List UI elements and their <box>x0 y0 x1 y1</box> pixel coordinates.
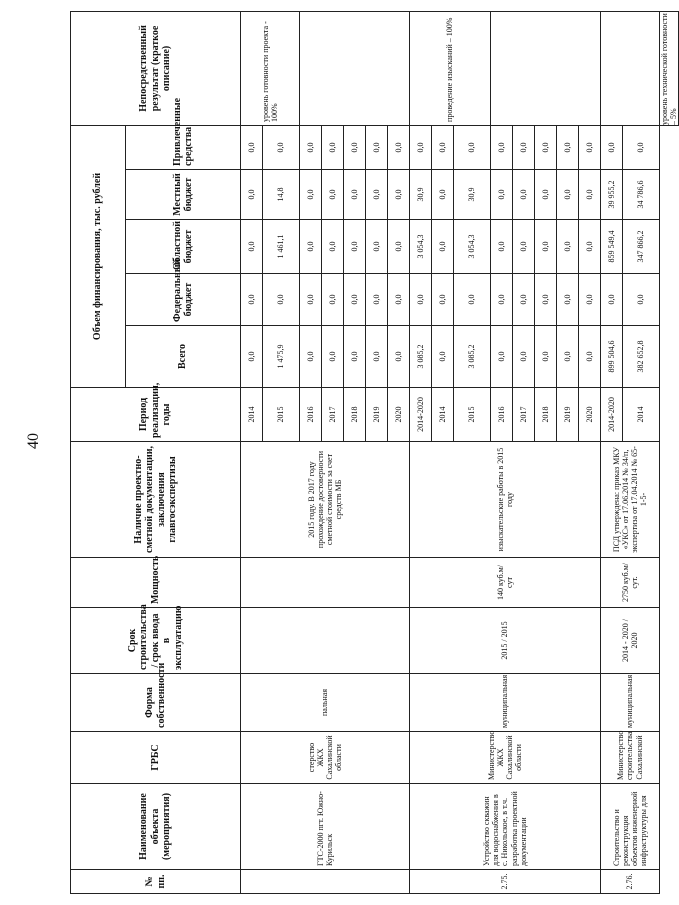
page-number: 40 <box>25 433 42 449</box>
header-ownership: Форма собственности <box>71 674 241 732</box>
cell-attracted: 0,0 <box>300 125 322 169</box>
object-capacity: 140 куб.м/сут <box>410 558 601 608</box>
cell-attracted: 0,0 <box>454 125 491 169</box>
cell-attracted: 0,0 <box>410 125 432 169</box>
table-row <box>601 11 623 893</box>
cell-local: 0,0 <box>491 170 513 220</box>
cell-period: 2014-2020 <box>410 388 432 442</box>
object-name: ГТС-2000 пгт. Южно-Курильск <box>241 784 410 870</box>
cell-regional: 0,0 <box>388 220 410 274</box>
cell-regional: 0,0 <box>241 220 263 274</box>
cell-federal: 0,0 <box>300 274 322 326</box>
cell-total: 0,0 <box>491 326 513 388</box>
cell-regional: 1 461,1 <box>263 220 300 274</box>
cell-federal: 0,0 <box>263 274 300 326</box>
cell-federal: 0,0 <box>432 274 454 326</box>
cell-local: 0,0 <box>513 170 535 220</box>
header-regional: Областной бюджет <box>126 220 241 274</box>
header-no: № пп. <box>71 870 241 894</box>
object-result: уровень готовности проекта - 100% <box>241 11 300 125</box>
cell-federal: 0,0 <box>579 274 601 326</box>
cell-local: 0,0 <box>241 170 263 220</box>
cell-local: 0,0 <box>322 170 344 220</box>
cell-attracted: 0,0 <box>535 125 557 169</box>
object-no: 2.76. <box>601 870 660 894</box>
cell-total: 3 085,2 <box>410 326 432 388</box>
object-documentation: изыскательские работы в 2015 году <box>410 442 601 558</box>
cell-attracted: 0,0 <box>601 125 623 169</box>
empty-result-cell <box>491 11 601 125</box>
object-c-result-row <box>660 11 679 893</box>
cell-federal: 0,0 <box>388 274 410 326</box>
cell-regional: 0,0 <box>513 220 535 274</box>
cell-regional: 3 054,3 <box>410 220 432 274</box>
object-result: уровень технической готовности – 5% <box>660 13 679 125</box>
object-ownership: пальная <box>241 674 410 732</box>
cell-attracted: 0,0 <box>432 125 454 169</box>
cell-attracted: 0,0 <box>241 125 263 169</box>
cell-total: 0,0 <box>579 326 601 388</box>
cell-period: 2017 <box>513 388 535 442</box>
cell-period: 2014 <box>241 388 263 442</box>
cell-local: 39 955,2 <box>601 170 623 220</box>
header-grbs: ГРБС <box>71 732 241 784</box>
cell-local: 34 786,6 <box>623 170 660 220</box>
cell-total: 3 085,2 <box>454 326 491 388</box>
cell-regional: 3 054,3 <box>454 220 491 274</box>
cell-period: 2018 <box>344 388 366 442</box>
table-row <box>410 11 432 893</box>
cell-period: 2016 <box>300 388 322 442</box>
cell-local: 0,0 <box>344 170 366 220</box>
cell-federal: 0,0 <box>410 274 432 326</box>
cell-local: 0,0 <box>388 170 410 220</box>
header-financing: Объем финансирования, тыс. рублей <box>71 125 126 387</box>
cell-regional: 0,0 <box>300 220 322 274</box>
cell-federal: 0,0 <box>454 274 491 326</box>
cell-regional: 0,0 <box>579 220 601 274</box>
cell-local: 0,0 <box>300 170 322 220</box>
header-row <box>71 11 126 893</box>
cell-period: 2020 <box>579 388 601 442</box>
cell-local: 0,0 <box>366 170 388 220</box>
header-term: Срок строительства / срок ввода в эксплуатацию <box>71 608 241 674</box>
cell-period: 2014 <box>623 388 660 442</box>
object-result: проведение изысканий – 100% <box>410 11 491 125</box>
header-name: Наименование объекта (мероприятия) <box>71 784 241 870</box>
cell-total: 0,0 <box>535 326 557 388</box>
object-name: Устройство скважин для водоснабжения в с. Никольское, в т.ч. разработка проектной документации <box>410 784 601 870</box>
cell-total: 1 475,9 <box>263 326 300 388</box>
object-capacity <box>241 558 410 608</box>
cell-federal: 0,0 <box>344 274 366 326</box>
cell-total: 0,0 <box>557 326 579 388</box>
object-grbs: стерство ЖКХ Сахалинской области <box>241 732 410 784</box>
cell-local: 0,0 <box>432 170 454 220</box>
cell-regional: 0,0 <box>322 220 344 274</box>
cell-total: 0,0 <box>432 326 454 388</box>
cell-attracted: 0,0 <box>579 125 601 169</box>
cell-local: 14,8 <box>263 170 300 220</box>
cell-attracted: 0,0 <box>388 125 410 169</box>
cell-attracted: 0,0 <box>322 125 344 169</box>
cell-total: 0,0 <box>366 326 388 388</box>
cell-period: 2019 <box>366 388 388 442</box>
cell-federal: 0,0 <box>557 274 579 326</box>
cell-local: 30,9 <box>454 170 491 220</box>
cell-federal: 0,0 <box>601 274 623 326</box>
cell-federal: 0,0 <box>535 274 557 326</box>
cell-attracted: 0,0 <box>344 125 366 169</box>
cell-regional: 0,0 <box>535 220 557 274</box>
header-period: Период реализации, годы <box>71 388 241 442</box>
cell-period: 2016 <box>491 388 513 442</box>
cell-federal: 0,0 <box>366 274 388 326</box>
cell-attracted: 0,0 <box>366 125 388 169</box>
cell-federal: 0,0 <box>513 274 535 326</box>
object-term: 2015 / 2015 <box>410 608 601 674</box>
cell-attracted: 0,0 <box>623 125 660 169</box>
cell-attracted: 0,0 <box>557 125 579 169</box>
header-total: Всего <box>126 326 241 388</box>
object-documentation: ПСД утверждена: приказ МКУ «УКС» от 17.06.2014 № 34/п, экспертиза от 17.04.2014 № 65-1-5- <box>601 442 660 558</box>
object-term: 2014 - 2020 / 2020 <box>601 608 660 674</box>
cell-regional: 0,0 <box>344 220 366 274</box>
table-row <box>241 11 263 893</box>
cell-period: 2019 <box>557 388 579 442</box>
object-grbs: Министерство ЖКХ Сахалинской области <box>410 732 601 784</box>
cell-total: 0,0 <box>322 326 344 388</box>
cell-regional: 859 549,4 <box>601 220 623 274</box>
cell-federal: 0,0 <box>491 274 513 326</box>
object-no: 2.75. <box>410 870 601 894</box>
cell-local: 30,9 <box>410 170 432 220</box>
object-grbs: Министерство строительства Сахалинской <box>601 732 660 784</box>
object-documentation: 2015 году. В 2017 году прохождение достоверности сметной стоимости за счет средств МБ <box>241 442 410 558</box>
cell-federal: 0,0 <box>241 274 263 326</box>
header-documentation: Наличие проектно-сметной документации, заключения главгосэкспертизы <box>71 442 241 558</box>
cell-regional: 0,0 <box>557 220 579 274</box>
object-capacity: 2750 куб.м/сут. <box>601 558 660 608</box>
cell-total: 0,0 <box>513 326 535 388</box>
header-local: Местный бюджет <box>126 170 241 220</box>
object-no <box>241 870 410 894</box>
object-name: Строительство и реконструкция объектов инженерной инфраструктуры для <box>601 784 660 870</box>
cell-period: 2015 <box>454 388 491 442</box>
cell-period: 2014 <box>432 388 454 442</box>
cell-federal: 0,0 <box>322 274 344 326</box>
cell-total: 899 504,6 <box>601 326 623 388</box>
cell-period: 2020 <box>388 388 410 442</box>
empty-result-cell <box>601 11 660 125</box>
cell-period: 2015 <box>263 388 300 442</box>
cell-period: 2014-2020 <box>601 388 623 442</box>
cell-attracted: 0,0 <box>513 125 535 169</box>
object-term <box>241 608 410 674</box>
cell-period: 2018 <box>535 388 557 442</box>
cell-total: 0,0 <box>344 326 366 388</box>
cell-total: 0,0 <box>300 326 322 388</box>
empty-result-cell <box>300 11 410 125</box>
cell-total: 382 652,8 <box>623 326 660 388</box>
header-capacity: Мощность <box>71 558 241 608</box>
cell-period: 2017 <box>322 388 344 442</box>
cell-total: 0,0 <box>388 326 410 388</box>
cell-regional: 0,0 <box>366 220 388 274</box>
cell-local: 0,0 <box>579 170 601 220</box>
cell-attracted: 0,0 <box>491 125 513 169</box>
header-federal: Федеральный бюджет <box>126 274 241 326</box>
cell-attracted: 0,0 <box>263 125 300 169</box>
header-result: Непосредственный результат (краткое описание) <box>71 11 241 125</box>
cell-total: 0,0 <box>241 326 263 388</box>
cell-regional: 0,0 <box>491 220 513 274</box>
cell-regional: 0,0 <box>432 220 454 274</box>
object-ownership: муниципальная <box>410 674 601 732</box>
cell-local: 0,0 <box>557 170 579 220</box>
cell-regional: 347 866,2 <box>623 220 660 274</box>
header-attracted: Привлеченные средства <box>126 125 241 169</box>
financing-table <box>70 11 679 894</box>
rotated-table-container <box>70 12 679 894</box>
cell-local: 0,0 <box>535 170 557 220</box>
object-ownership: муниципальная <box>601 674 660 732</box>
cell-federal: 0,0 <box>623 274 660 326</box>
